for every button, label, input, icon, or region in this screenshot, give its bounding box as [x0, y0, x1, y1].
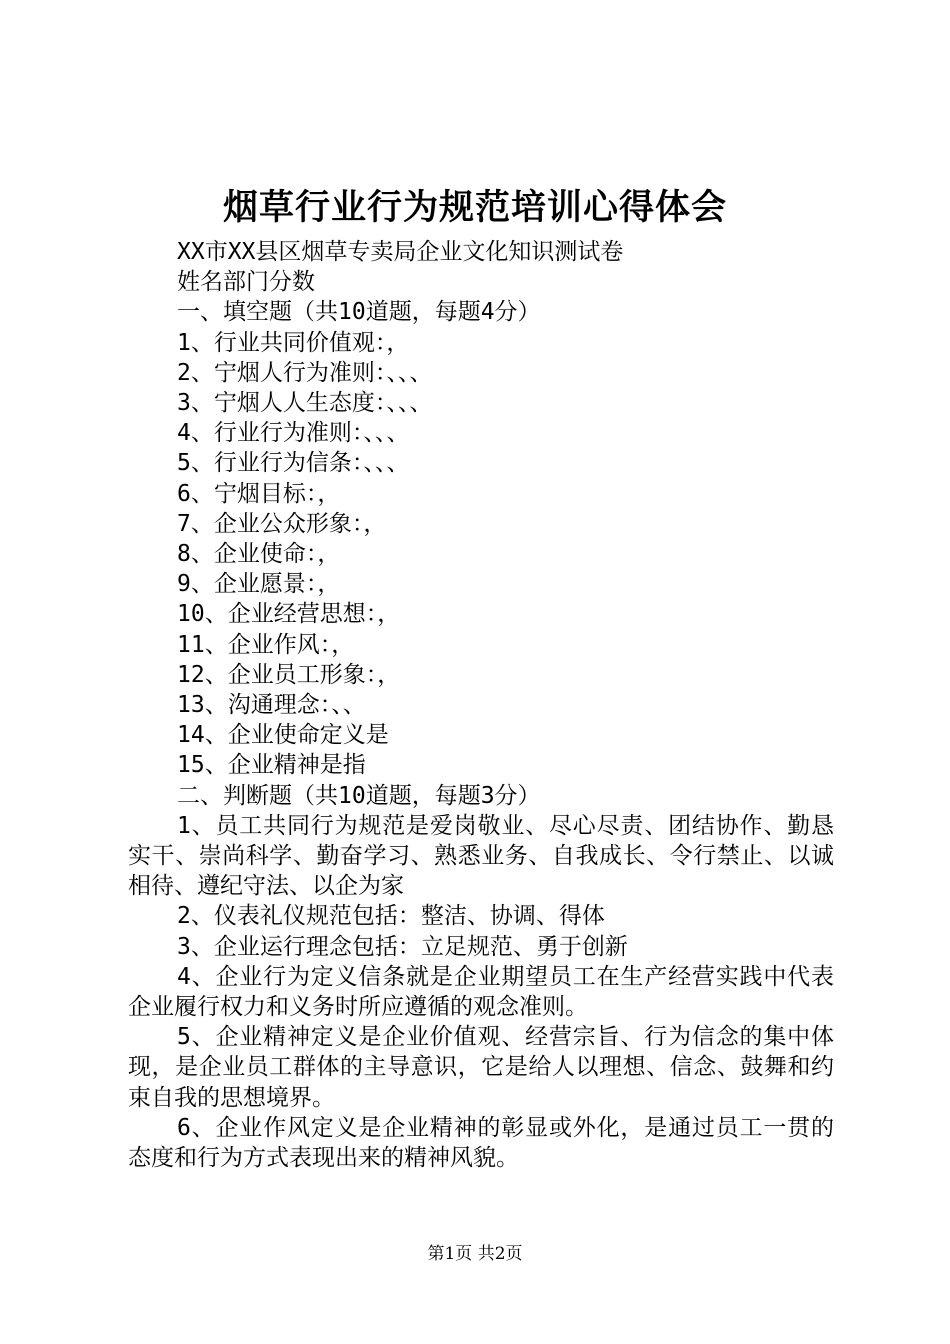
question-item: 3、宁烟人人生态度：、、、 [177, 390, 433, 417]
question-item: 11、企业作风：， [177, 631, 355, 658]
question-item: 14、企业使命定义是 [177, 722, 389, 749]
page-number-footer: 第1页 共2页 [427, 1244, 523, 1264]
statement-paragraph: 6、企业作风定义是企业精神的彰显或外化，是通过员工一贯的态度和行为方式表现出来的精神风貌。 [128, 1114, 834, 1172]
exam-heading: XX市XX县区烟草专卖局企业文化知识测试卷 [177, 239, 624, 265]
question-item: 13、沟通理念：、、 [177, 692, 366, 719]
question-item: 2、宁烟人行为准则：、、、 [177, 359, 433, 386]
document-body [128, 237, 834, 1173]
name-department-score-line: 姓名部门分数 [177, 269, 315, 296]
statement-paragraph: 4、企业行为定义信条就是企业期望员工在生产经营实践中代表企业履行权力和义务时所应遵循的观念准则。 [128, 963, 834, 1021]
statement-paragraph: 5、企业精神定义是企业价值观、经营宗旨、行为信念的集中体现，是企业员工群体的主导意识，它是给人以理想、信念、鼓舞和约束自我的思想境界。 [128, 1024, 834, 1111]
statement-paragraph: 3、企业运行理念包括：立足规范、勇于创新 [177, 933, 628, 960]
question-item: 6、宁烟目标：， [177, 480, 341, 507]
statement-paragraph: 1、员工共同行为规范是爱岗敬业、尽心尽责、团结协作、勤恳实干、崇尚科学、勤奋学习、熟悉业务、自我成长、令行禁止、以诚相待、遵纪守法、以企为家 [128, 812, 834, 900]
question-item: 7、企业公众形象：， [177, 510, 387, 537]
question-item: 9、企业愿景：， [177, 571, 341, 598]
document-title: 烟草行业行为规范培训心得体会 [222, 187, 727, 228]
question-item: 12、企业员工形象：， [177, 661, 401, 688]
section-true-false-heading: 二、判断题（共10道题，每题3分） [177, 782, 541, 809]
section-fill-in-heading: 一、填空题（共10道题，每题4分） [177, 299, 541, 326]
question-item: 5、行业行为信条：、、、 [177, 450, 410, 477]
question-item: 8、企业使命：， [177, 541, 341, 568]
question-item: 15、企业精神是指 [177, 752, 366, 779]
question-item: 4、行业行为准则：、、、 [177, 420, 410, 447]
statement-paragraph: 2、仪表礼仪规范包括：整洁、协调、得体 [177, 903, 605, 930]
question-item: 1、行业共同价值观：， [177, 329, 410, 356]
question-item: 10、企业经营思想：， [177, 601, 401, 628]
